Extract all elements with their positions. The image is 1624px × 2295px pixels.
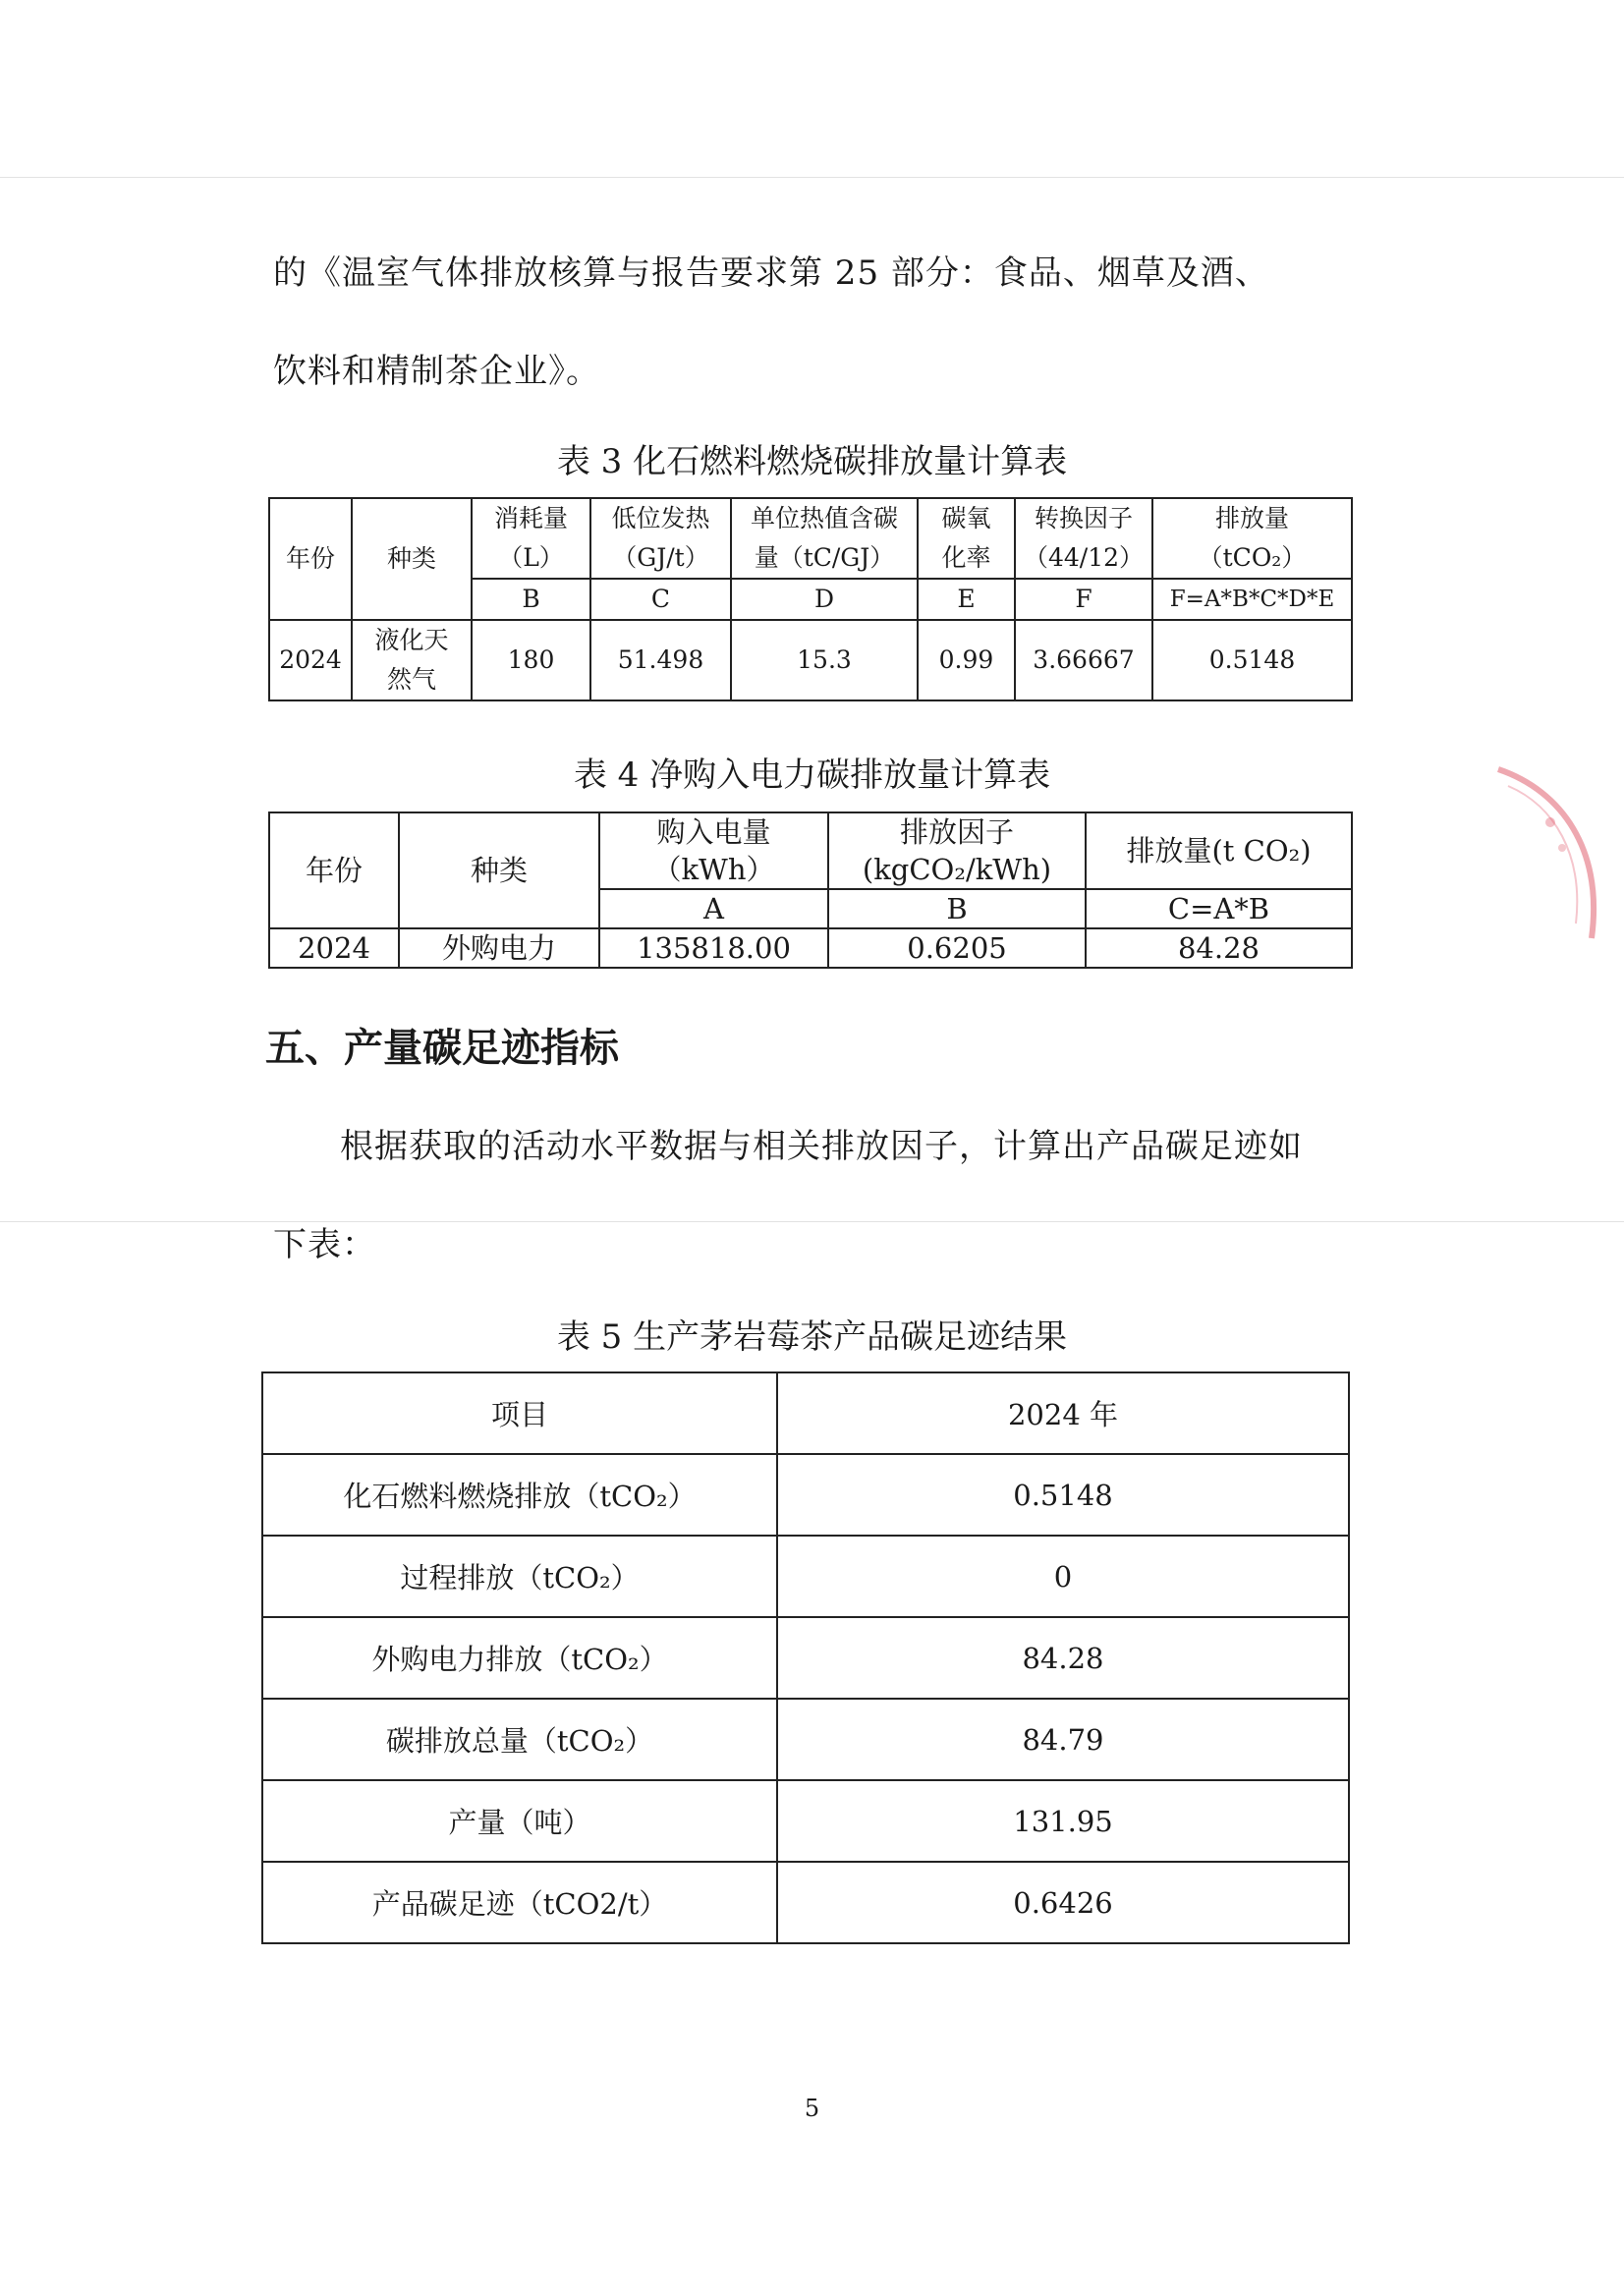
t5-row-value: 0 — [777, 1536, 1349, 1617]
t3-row-consumption: 180 — [472, 620, 590, 700]
t3-header-kind: 种类 — [352, 498, 472, 620]
purchased-electricity-table — [268, 812, 1353, 969]
t5-row-value: 84.28 — [777, 1617, 1349, 1699]
t4-symbol-a: A — [599, 889, 828, 928]
t3-row-carbon-content: 15.3 — [731, 620, 918, 700]
t3-header-conversion: 转换因子 （44/12） — [1015, 498, 1152, 579]
t3-symbol-f: F — [1015, 579, 1152, 620]
t4-symbol-b: B — [828, 889, 1086, 928]
t3-header-carbon-content: 单位热值含碳 量（tC/GJ） — [731, 498, 918, 579]
t3-row-year: 2024 — [269, 620, 352, 700]
t4-row-purchased: 135818.00 — [599, 928, 828, 968]
t4-row-emission: 84.28 — [1086, 928, 1352, 968]
t5-row-item: 过程排放（tCO₂） — [262, 1536, 777, 1617]
t3-row-kind: 液化天 然气 — [352, 620, 472, 700]
t3-header-oxidation: 碳氧 化率 — [918, 498, 1015, 579]
t5-row-item: 外购电力排放（tCO₂） — [262, 1617, 777, 1699]
t3-symbol-e: E — [918, 579, 1015, 620]
t3-header-year: 年份 — [269, 498, 352, 620]
t5-row-item: 化石燃料燃烧排放（tCO₂） — [262, 1454, 777, 1536]
table4-caption: 表 4 净购入电力碳排放量计算表 — [573, 756, 1051, 795]
t3-header-emission: 排放量 （tCO₂） — [1152, 498, 1352, 579]
t3-row-emission: 0.5148 — [1152, 620, 1352, 700]
t3-row-ncv: 51.498 — [590, 620, 731, 700]
red-seal-stamp-fragment — [1493, 761, 1611, 948]
section5-line-2: 下表： — [273, 1225, 376, 1264]
t5-row-item: 产品碳足迹（tCO2/t） — [262, 1862, 777, 1943]
t5-header-item: 项目 — [262, 1372, 777, 1454]
t3-header-consumption: 消耗量 （L） — [472, 498, 590, 579]
t3-symbol-c: C — [590, 579, 731, 620]
intro-line-1: 的《温室气体排放核算与报告要求第 25 部分：食品、烟草及酒、 — [273, 253, 1269, 293]
t3-symbol-formula: F=A*B*C*D*E — [1152, 579, 1352, 620]
t4-row-year: 2024 — [269, 928, 399, 968]
t5-row-item: 产量（吨） — [262, 1780, 777, 1862]
section-heading: 五、产量碳足迹指标 — [265, 1026, 619, 1071]
t5-row-value: 84.79 — [777, 1699, 1349, 1780]
t3-symbol-b: B — [472, 579, 590, 620]
t5-row-value: 0.6426 — [777, 1862, 1349, 1943]
t5-header-year: 2024 年 — [777, 1372, 1349, 1454]
t3-row-conversion: 3.66667 — [1015, 620, 1152, 700]
scan-line-top — [0, 177, 1624, 178]
table5-caption: 表 5 生产茅岩莓茶产品碳足迹结果 — [556, 1317, 1068, 1357]
t4-row-factor: 0.6205 — [828, 928, 1086, 968]
intro-line-2: 饮料和精制茶企业》。 — [273, 352, 600, 391]
t4-header-purchased: 购入电量 （kWh） — [599, 812, 828, 889]
t4-symbol-formula: C=A*B — [1086, 889, 1352, 928]
t4-header-emission: 排放量(t CO₂) — [1086, 812, 1352, 889]
section5-line-1: 根据获取的活动水平数据与相关排放因子，计算出产品碳足迹如 — [340, 1127, 1303, 1166]
t4-row-kind: 外购电力 — [399, 928, 599, 968]
t3-row-oxidation: 0.99 — [918, 620, 1015, 700]
t5-row-item: 碳排放总量（tCO₂） — [262, 1699, 777, 1780]
table3-caption: 表 3 化石燃料燃烧碳排放量计算表 — [556, 442, 1068, 481]
t5-row-value: 0.5148 — [777, 1454, 1349, 1536]
t5-row-value: 131.95 — [777, 1780, 1349, 1862]
carbon-footprint-result-table — [261, 1371, 1350, 1944]
t3-symbol-d: D — [731, 579, 918, 620]
t4-header-factor: 排放因子 (kgCO₂/kWh) — [828, 812, 1086, 889]
t4-header-year: 年份 — [269, 812, 399, 928]
section5-paragraph — [273, 1097, 1354, 1294]
intro-paragraph — [273, 224, 1354, 420]
t4-header-kind: 种类 — [399, 812, 599, 928]
t3-header-ncv: 低位发热 （GJ/t） — [590, 498, 731, 579]
fossil-fuel-emission-table — [268, 497, 1353, 701]
page-number: 5 — [804, 2095, 820, 2122]
